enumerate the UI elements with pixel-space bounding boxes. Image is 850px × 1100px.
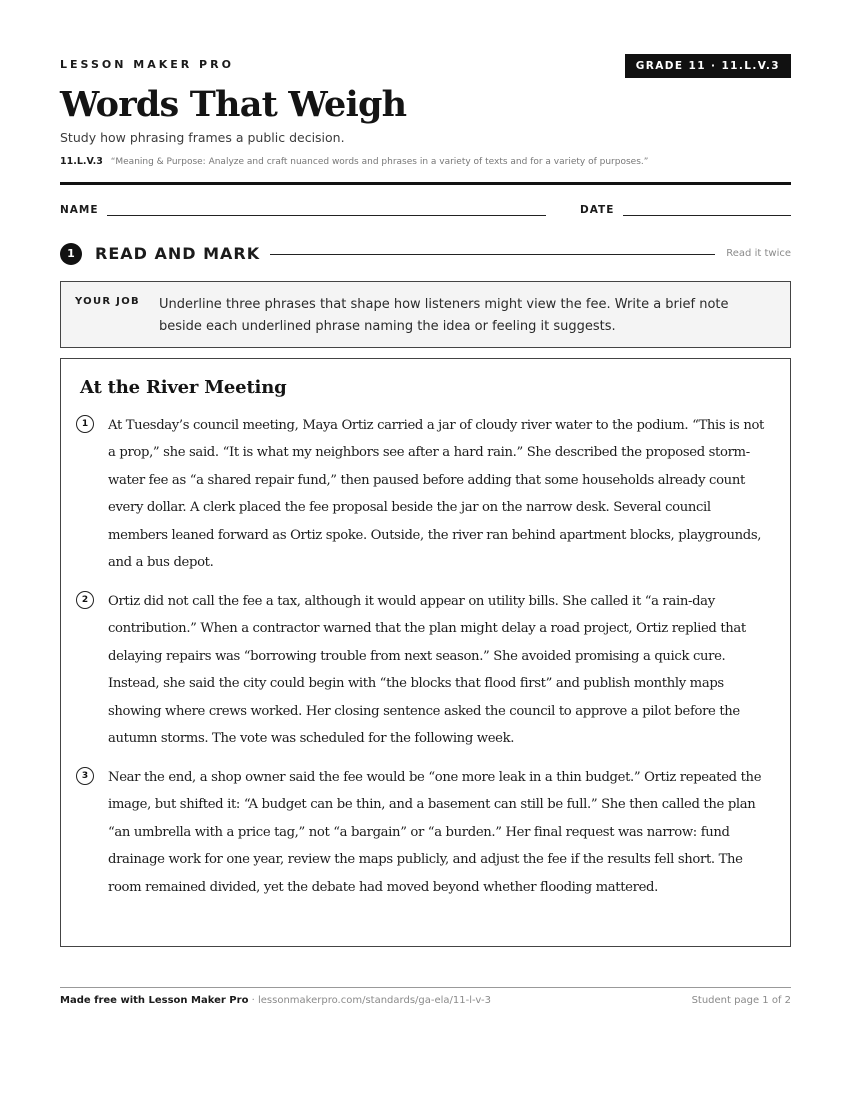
passage-paragraph: Near the end, a shop owner said the fee would be “one more leak in a thin budget.” Ortiz repeated the image, but shifted it: “A budget can be thin, and a basement can still be full.” She then called the plan “an umbrella with a price tag,” not “a bargain” or “a burden.” Her final request was narrow: fund drainage work for one year, review the maps publicly, and adjust the fee if the results fell short. The room remained divided, yet the debate had moved beyond whether flooding mattered.	[108, 770, 762, 895]
brand-name: LESSON MAKER PRO	[60, 58, 234, 71]
standard-line	[60, 156, 648, 167]
paragraph-number: 1	[76, 415, 94, 433]
footer-made-with: Made free with Lesson Maker Pro	[60, 995, 249, 1006]
passage-paragraph: At Tuesday’s council meeting, Maya Ortiz carried a jar of cloudy river water to the podium. “This is not a prop,” she said. “It is what my neighbors see after a hard rain.” She described the proposed storm-water fee as “a shared repair fund,” then paused before adding that some households already count every dollar. A clerk placed the fee proposal beside the jar on the narrow desk. Several council members leaned forward as Ortiz spoke. Outside, the river ran behind apartment blocks, playgrounds, and a bus depot.	[108, 418, 764, 571]
page-subtitle: Study how phrasing frames a public decision.	[60, 130, 345, 145]
paragraph-number: 3	[76, 767, 94, 785]
job-instructions: Underline three phrases that shape how listeners might view the fee. Write a brief note beside each underlined phrase naming the idea or feeling it suggests.	[159, 297, 729, 334]
section-title: READ AND MARK	[95, 244, 261, 263]
footer-divider	[60, 987, 791, 988]
date-field[interactable]	[623, 215, 791, 216]
passage-box	[60, 358, 791, 947]
job-box	[60, 281, 791, 348]
section-number-badge: 1	[60, 243, 82, 265]
date-label: DATE	[580, 204, 615, 216]
footer-credit	[60, 995, 491, 1006]
section-note: Read it twice	[726, 248, 791, 259]
footer-separator: ·	[251, 995, 255, 1006]
worksheet-page	[60, 0, 791, 1100]
standard-text: “Meaning & Purpose: Analyze and craft nuanced words and phrases in a variety of texts and for a variety of purposes.”	[110, 157, 649, 167]
passage-paragraph: Ortiz did not call the fee a tax, although it would appear on utility bills. She called it “a rain-day contribution.” When a contractor warned that the plan might delay a road project, Ortiz replied that delaying repairs was “borrowing trouble from next season.” She avoided promising a quick cure. Instead, she said the city could begin with “the blocks that flood first” and publish monthly maps showing where crews worked. Her closing sentence asked the council to approve a pilot before the autumn storms. The vote was scheduled for the following week.	[108, 594, 746, 747]
page-title: Words That Weigh	[60, 84, 407, 125]
paragraph-number: 2	[76, 591, 94, 609]
name-label: NAME	[60, 204, 99, 216]
name-field[interactable]	[107, 215, 546, 216]
standard-code: 11.L.V.3	[60, 156, 103, 167]
footer-url[interactable]: lessonmakerpro.com/standards/ga-ela/11-l-v-3	[258, 995, 491, 1006]
footer-page-number: Student page 1 of 2	[691, 995, 791, 1006]
passage-title: At the River Meeting	[80, 377, 287, 398]
section-divider	[270, 254, 715, 255]
grade-badge: GRADE 11 · 11.L.V.3	[625, 54, 791, 78]
header-divider	[60, 182, 791, 185]
job-label: YOUR JOB	[75, 296, 140, 307]
